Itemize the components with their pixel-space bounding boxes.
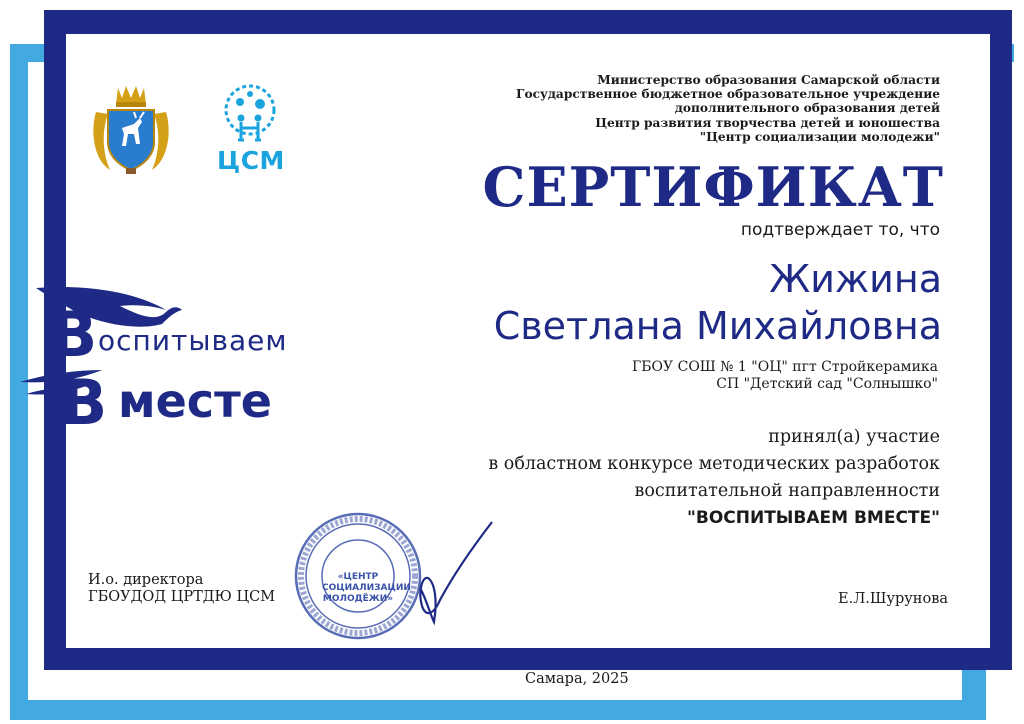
org-line: Государственное бюджетное образовательное учреждение — [516, 87, 940, 102]
org-line: Министерство образования Самарской области — [597, 73, 940, 87]
frame-dark-bottom — [44, 648, 1012, 670]
participation-line: воспитательной направленности — [634, 481, 940, 501]
school-line: ГБОУ СОШ № 1 "ОЦ" пгт Стройкерамика — [632, 359, 938, 375]
school-block — [632, 359, 938, 393]
csm-logo-text: ЦСМ — [217, 146, 285, 175]
place-year: Самара, 2025 — [525, 671, 629, 687]
frame-dark-top — [44, 10, 1012, 34]
signer-name: Е.Л.Шурунова — [838, 591, 948, 607]
school-line: СП "Детский сад "Солнышко" — [716, 376, 938, 392]
brand-word1: оспитываем — [98, 324, 288, 357]
participation-block — [488, 424, 940, 532]
contest-name: "ВОСПИТЫВАЕМ ВМЕСТЕ" — [687, 508, 940, 528]
org-line: "Центр социализации молодежи" — [699, 129, 940, 144]
signer-title-line2: ГБОУДОД ЦРТДЮ ЦСМ — [88, 589, 276, 605]
frame-dark-right — [990, 10, 1012, 670]
org-line: дополнительного образования детей — [674, 101, 940, 116]
svg-text:В: В — [50, 298, 98, 371]
confirms-text: подтверждает то, что — [740, 220, 940, 240]
certificate-title: СЕРТИФИКАТ — [482, 155, 944, 219]
signature-icon — [400, 518, 500, 628]
participation-line: принял(а) участие — [768, 427, 940, 447]
recipient-given-names: Светлана Михайловна — [493, 304, 942, 348]
frame-light-bottom — [10, 700, 986, 720]
recipient-surname: Жижина — [769, 257, 942, 301]
org-line: Центр развития творчества детей и юношества — [595, 115, 940, 130]
signer-title-line1: И.о. директора — [88, 572, 204, 588]
participation-line: в областном конкурсе методических разработок — [488, 454, 940, 474]
samara-coat-of-arms-icon — [88, 82, 174, 176]
svg-text:В: В — [60, 366, 108, 439]
brand-word2: месте — [118, 374, 272, 428]
organization-header — [516, 73, 940, 144]
signer-title — [88, 572, 275, 606]
stamp-text: «ЦЕНТР СОЦИАЛИЗАЦИИ МОЛОДЁЖИ» — [322, 572, 411, 604]
